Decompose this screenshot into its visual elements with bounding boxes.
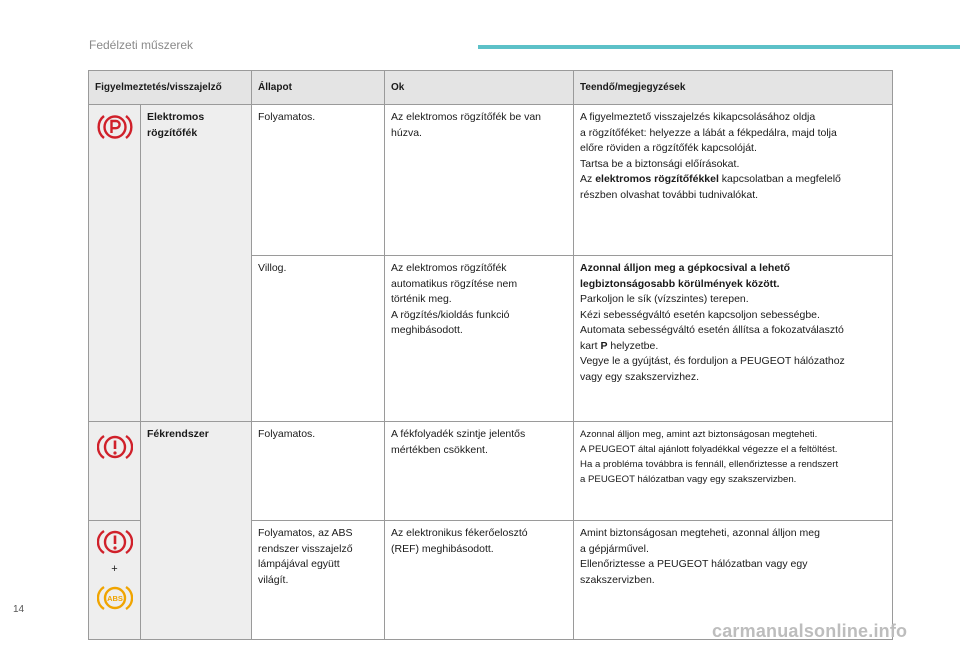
- table-row: [89, 422, 893, 521]
- state-line: rendszer visszajelző: [258, 542, 353, 555]
- action-line: a PEUGEOT hálózatban vagy egy szakszervizben.: [580, 474, 797, 485]
- cause-cell: Az elektromos rögzítőfék be van húzva.: [385, 105, 574, 256]
- action-line: a rögzítőféket: helyezze a lábát a fékpedálra, majd tolja: [580, 126, 837, 139]
- cause-line: Az elektromos rögzítőfék: [391, 262, 507, 274]
- parking-brake-name-2: rögzítőfék: [147, 126, 198, 139]
- state-cell: Folyamatos.: [252, 422, 385, 521]
- parking-brake-icon-cell: [89, 105, 141, 422]
- action-cell: [574, 105, 893, 256]
- plus-sign: +: [111, 563, 118, 575]
- abs-icon-text: ABS: [106, 593, 123, 603]
- cause-line: automatikus rögzítése nem: [391, 277, 518, 290]
- action-line: Vegye le a gyújtást, és forduljon a PEUGEOT hálózathoz: [580, 355, 845, 367]
- cause-line: A fékfolyadék szintje jelentős: [391, 428, 526, 440]
- action-line: A PEUGEOT által ajánlott folyadékkal végezze el a feltöltést.: [580, 444, 838, 455]
- action-line: Parkoljon le sík (vízszintes) terepen.: [580, 293, 749, 305]
- action-cell: [574, 256, 893, 422]
- action-line: A figyelmeztető visszajelzés kikapcsolásához oldja: [580, 111, 816, 123]
- col-header-state: Állapot: [252, 71, 385, 105]
- table-header-row: [89, 71, 893, 105]
- action-line: Tartsa be a biztonsági előírásokat.: [580, 157, 740, 170]
- cause-line: A rögzítés/kioldás funkció: [391, 308, 510, 321]
- cause-line: Az elektronikus fékerőelosztó: [391, 527, 528, 539]
- action-line: Kézi sebességváltó esetén kapcsoljon sebességbe.: [580, 308, 820, 321]
- action-line: szakszervizben.: [580, 573, 655, 586]
- col-header-indicator: Figyelmeztetés/visszajelző: [89, 71, 252, 105]
- state-cell: Villog.: [252, 256, 385, 422]
- cause-line: (REF) meghibásodott.: [391, 542, 494, 555]
- action-line: vagy egy szakszervizhez.: [580, 370, 700, 383]
- watermark: carmanualsonline.info: [712, 621, 908, 641]
- action-line: előre röviden a rögzítőfék kapcsolóját.: [580, 142, 757, 154]
- section-accent-bar: [478, 45, 960, 49]
- action-line: Ellenőriztesse a PEUGEOT hálózatban vagy egy: [580, 558, 808, 570]
- action-cell: [574, 422, 893, 521]
- action-bold-text: P: [600, 339, 608, 352]
- col-header-cause: Ok: [385, 71, 574, 105]
- brake-icon-cell: [89, 422, 141, 521]
- action-line: [580, 339, 886, 355]
- action-line: Azonnal álljon meg, amint azt biztonságosan megteheti.: [580, 429, 818, 440]
- action-text: Az: [580, 173, 596, 185]
- action-line: a gépjárművel.: [580, 542, 649, 555]
- action-text: kapcsolatban a megfelelő: [718, 173, 841, 185]
- warning-lamps-table: [88, 70, 893, 640]
- cause-line: történik meg.: [391, 293, 452, 305]
- action-line: Amint biztonságosan megteheti, azonnal álljon meg: [580, 527, 820, 539]
- action-line: [580, 172, 886, 188]
- cause-cell: [385, 256, 574, 422]
- action-bold-line: legbiztonságosabb körülmények között.: [580, 277, 780, 290]
- brake-warning-icon: [97, 431, 133, 463]
- parking-brake-name-cell: [141, 105, 252, 422]
- state-line: Folyamatos, az ABS: [258, 527, 353, 539]
- col-header-action: Teendő/megjegyzések: [574, 71, 893, 105]
- action-text: helyzetbe.: [607, 339, 659, 352]
- abs-warning-icon: [97, 582, 133, 614]
- action-bold-line: Azonnal álljon meg a gépkocsival a lehető: [580, 262, 791, 274]
- action-text: kart: [580, 339, 601, 352]
- action-line: Ha a probléma továbbra is fennáll, ellenőriztesse a rendszert: [580, 459, 839, 470]
- table-row: [89, 105, 893, 256]
- action-line: részben olvashat további tudnivalókat.: [580, 188, 759, 201]
- section-title: Fedélzeti műszerek: [89, 38, 194, 52]
- brake-system-name-cell: Fékrendszer: [141, 422, 252, 640]
- brake-abs-icon-cell: [89, 521, 141, 640]
- page-number: 14: [13, 604, 25, 615]
- parking-brake-warning-icon: [96, 110, 134, 144]
- cause-cell: [385, 422, 574, 521]
- cause-cell: [385, 521, 574, 640]
- state-line: lámpájával együtt: [258, 558, 340, 570]
- state-cell: [252, 521, 385, 640]
- cause-line: mértékben csökkent.: [391, 443, 488, 456]
- cause-line: meghibásodott.: [391, 324, 463, 336]
- state-line: világít.: [258, 573, 289, 586]
- state-cell: Folyamatos.: [252, 105, 385, 256]
- parking-brake-name-1: Elektromos: [147, 111, 205, 123]
- action-bold-text: elektromos rögzítőfékkel: [595, 173, 719, 185]
- brake-warning-icon: [97, 526, 133, 558]
- action-line: Automata sebességváltó esetén állítsa a fokozatválasztó: [580, 324, 844, 336]
